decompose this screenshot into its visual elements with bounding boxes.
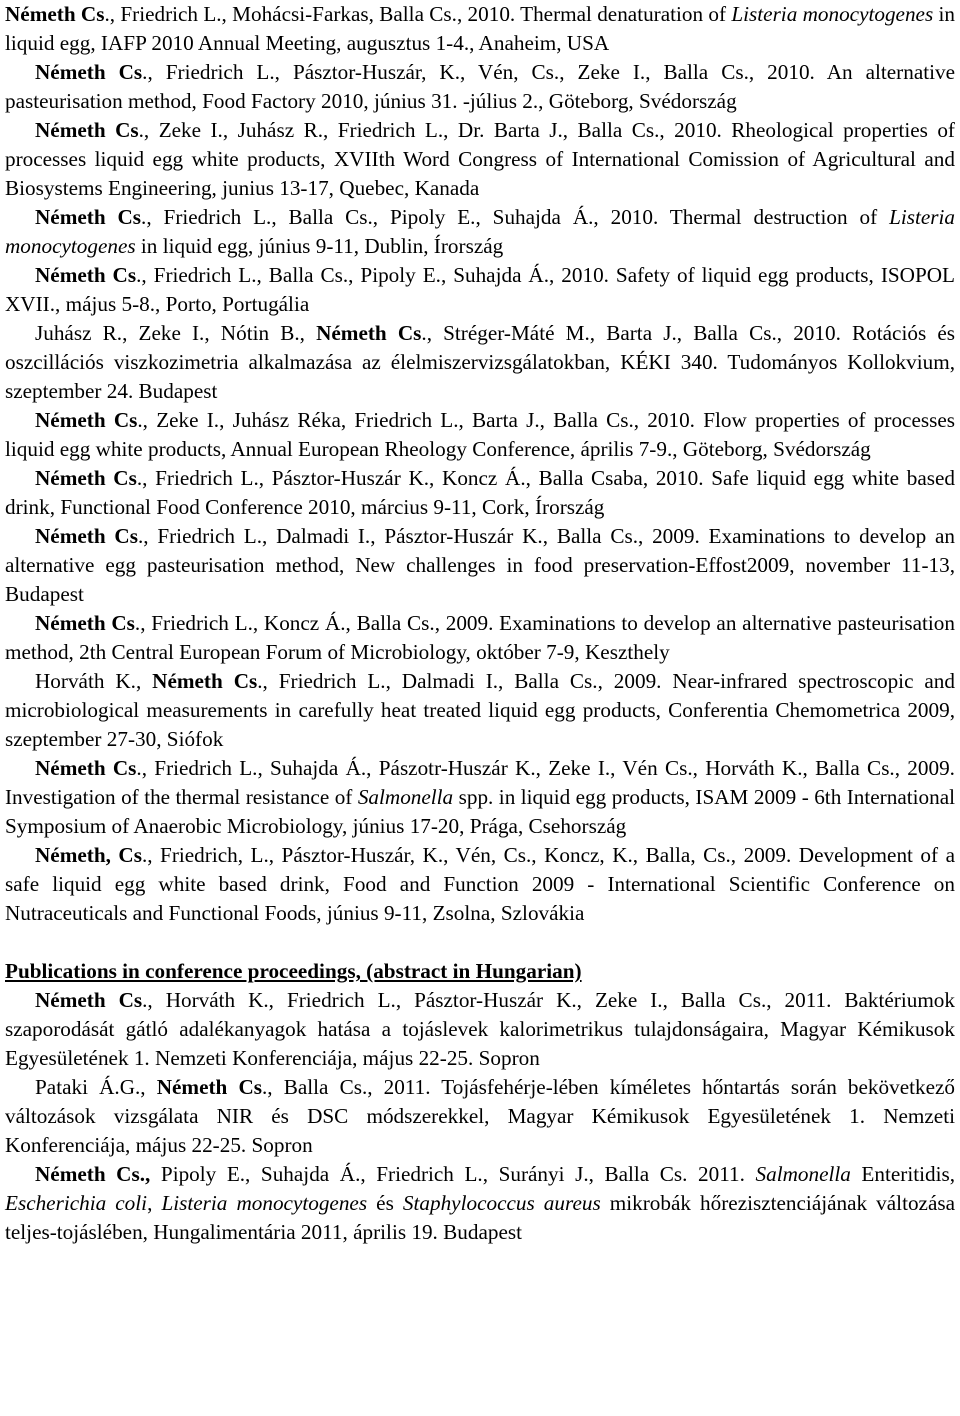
reference-entry <box>5 754 955 841</box>
reference-entry <box>5 667 955 754</box>
author-name-bold: Németh Cs <box>35 408 138 432</box>
species-name-italic: Salmonella <box>755 1162 851 1186</box>
reference-text: ., Zeke I., Juhász Réka, Friedrich L., Barta J., Balla Cs., 2010. Flow properties of processes liquid egg white products, Annual European Rheology Conference, április 7-9., Göteborg, Svédország <box>5 408 955 461</box>
author-name-bold: Németh Cs <box>35 263 137 287</box>
reference-text: ., Zeke I., Juhász R., Friedrich L., Dr. Barta J., Balla Cs., 2010. Rheological properties of processes liquid egg white products, XVIIth Word Congress of International Comission of Agricultural and Biosystems Engineering, junius 13-17, Quebec, Kanada <box>5 118 955 200</box>
reference-entry <box>5 406 955 464</box>
reference-text: Pataki Á.G., <box>35 1075 157 1099</box>
reference-entry <box>5 116 955 203</box>
reference-text: in liquid egg, június 9-11, Dublin, Írország <box>135 234 504 258</box>
reference-text: ., Friedrich, L., Pásztor-Huszár, K., Vén, Cs., Koncz, K., Balla, Cs., 2009. Development of a safe liquid egg white based drink, Food and Function 2009 - International Scientific Conference on Nutraceuticals and Functional Foods, június 9-11, Zsolna, Szlovákia <box>5 843 955 925</box>
author-name-bold: Németh Cs <box>35 60 143 84</box>
reference-entry <box>5 522 955 609</box>
species-name-italic: Staphylococcus aureus <box>402 1191 601 1215</box>
species-name-italic: Salmonella <box>357 785 454 809</box>
reference-entry <box>5 0 955 58</box>
section-spacer <box>5 928 955 957</box>
reference-text: ., Friedrich L., Koncz Á., Balla Cs., 2009. Examinations to develop an alternative pasteurisation method, 2th Central European Forum of Microbiology, október 7-9, Keszthely <box>5 611 955 664</box>
reference-text: ., Horváth K., Friedrich L., Pásztor-Huszár K., Zeke I., Balla Cs., 2011. Baktériumok szaporodását gátló adalékanyagok hatása a tojáslevek kalorimetrikus tulajdonságaira, Magyar Kémikusok Egyesületének 1. Nemzeti Konferenciája, május 22-25. Sopron <box>5 988 955 1070</box>
reference-text: in liquid egg, IAFP 2010 Annual Meeting, augusztus 1-4., Anaheim, USA <box>5 2 956 55</box>
reference-entry <box>5 1073 955 1160</box>
species-name-italic: Escherichia coli <box>5 1191 148 1215</box>
reference-text: ., Friedrich L., Mohácsi-Farkas, Balla Cs., 2010. Thermal denaturation of <box>104 2 732 26</box>
reference-entry <box>5 986 955 1073</box>
reference-entry <box>5 1160 955 1247</box>
reference-entry <box>5 609 955 667</box>
section-heading: Publications in conference proceedings, (abstract in Hungarian) <box>5 959 582 983</box>
reference-entry <box>5 261 955 319</box>
species-name-italic: Listeria monocytogenes <box>161 1191 368 1215</box>
reference-text: ., Friedrich L., Pásztor-Huszár K., Koncz Á., Balla Csaba, 2010. Safe liquid egg white based drink, Functional Food Conference 2010, március 9-11, Cork, Írország <box>5 466 955 519</box>
author-name-bold: Németh, Cs <box>35 843 142 867</box>
reference-entry <box>5 58 955 116</box>
reference-text: ., Friedrich L., Dalmadi I., Balla Cs., 2009. Near-infrared spectroscopic and microbiological measurements in carefully heat treated liquid egg products, Conferentia Chemometrica 2009, szeptember 27-30, Siófok <box>5 669 955 751</box>
reference-text: ., Friedrich L., Pásztor-Huszár, K., Vén, Cs., Zeke I., Balla Cs., 2010. An alternative pasteurisation method, Food Factory 2010, június 31. -július 2., Göteborg, Svédország <box>5 60 955 113</box>
reference-text: ., Stréger-Máté M., Barta J., Balla Cs., 2010. Rotációs és oszcillációs viszkozimetria alkalmazása az élelmiszervizsgálatokban, KÉKI 340. Tudományos Kollokvium, szeptember 24. Budapest <box>5 321 955 403</box>
reference-entry <box>5 841 955 928</box>
species-name-italic: Listeria monocytogenes <box>5 205 955 258</box>
author-name-bold: Németh Cs <box>35 611 135 635</box>
reference-entry <box>5 319 955 406</box>
author-name-bold: Németh Cs <box>35 466 137 490</box>
species-name-italic: Listeria monocytogenes <box>731 2 934 26</box>
author-name-bold: Németh Cs., <box>35 1162 151 1186</box>
reference-text: Enteritidis, <box>850 1162 956 1186</box>
reference-text: és <box>367 1191 403 1215</box>
author-name-bold: Németh Cs <box>35 756 137 780</box>
reference-text: ., Friedrich L., Balla Cs., Pipoly E., Suhajda Á., 2010. Thermal destruction of <box>141 205 890 229</box>
author-name-bold: Németh Cs <box>35 118 139 142</box>
document-page <box>5 0 955 1247</box>
reference-list-hungarian-abstracts <box>5 986 955 1247</box>
reference-text: , <box>147 1191 162 1215</box>
reference-text: spp. in liquid egg products, ISAM 2009 - 6th International Symposium of Anaerobic Microbiology, június 17-20, Prága, Csehország <box>5 785 955 838</box>
author-name-bold: Németh Cs <box>152 669 258 693</box>
reference-list-conference-abstracts <box>5 0 955 928</box>
reference-text: mikrobák hőrezisztenciájának változása teljes-tojáslében, Hungalimentária 2011, április 19. Budapest <box>5 1191 956 1244</box>
author-name-bold: Németh Cs <box>35 205 142 229</box>
author-name-bold: Németh Cs <box>35 524 138 548</box>
reference-text: ., Friedrich L., Suhajda Á., Pászotr-Huszár K., Zeke I., Vén Cs., Horváth K., Balla Cs., 2009. Investigation of the thermal resistance of <box>5 756 955 809</box>
author-name-bold: Németh Cs <box>156 1075 262 1099</box>
reference-text: Juhász R., Zeke I., Nótin B., <box>35 321 317 345</box>
reference-entry <box>5 203 955 261</box>
author-name-bold: Németh Cs <box>5 2 105 26</box>
reference-text: ., Friedrich L., Dalmadi I., Pásztor-Huszár K., Balla Cs., 2009. Examinations to develop an alternative egg pasteurisation method, New challenges in food preservation-Effost2009, november 11-13, Budapest <box>5 524 955 606</box>
author-name-bold: Németh Cs <box>316 321 422 345</box>
reference-text: Horváth K., <box>35 669 153 693</box>
reference-text: Pipoly E., Suhajda Á., Friedrich L., Surányi J., Balla Cs. 2011. <box>150 1162 756 1186</box>
reference-text: ., Friedrich L., Balla Cs., Pipoly E., Suhajda Á., 2010. Safety of liquid egg products, ISOPOL XVII., május 5-8., Porto, Portugália <box>5 263 955 316</box>
author-name-bold: Németh Cs <box>35 988 143 1012</box>
reference-entry <box>5 464 955 522</box>
reference-text: ., Balla Cs., 2011. Tojásfehérje-lében kíméletes hőntartás során bekövetkező változások vizsgálata NIR és DSC módszerekkel, Magyar Kémikusok Egyesületének 1. Nemzeti Konferenciája, május 22-25. Sopron <box>5 1075 955 1157</box>
